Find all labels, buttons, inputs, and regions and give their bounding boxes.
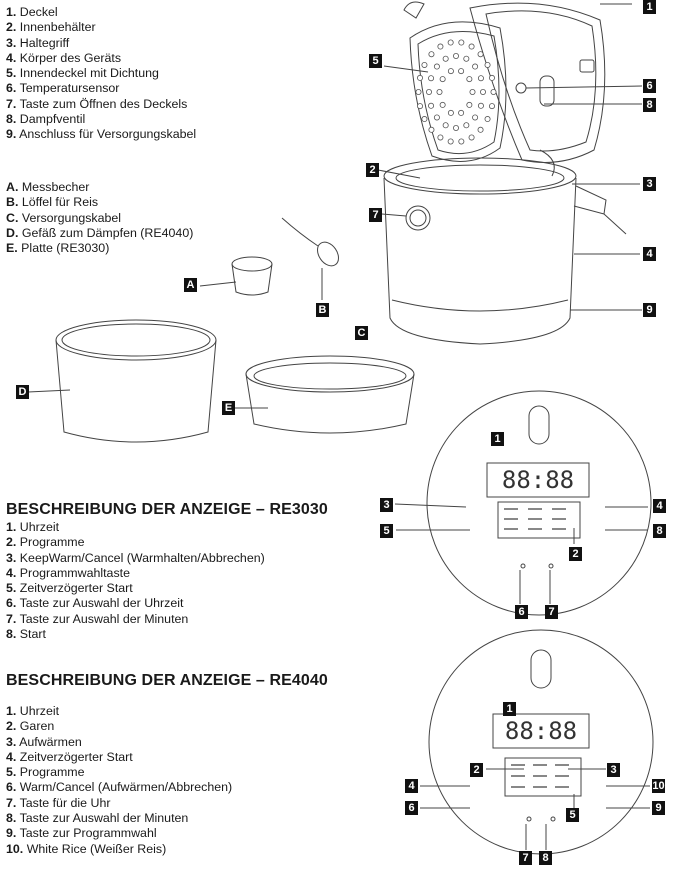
re3030-list-item: 2. Programme [6, 535, 85, 550]
program-label-mark [555, 786, 569, 788]
parts-list-item: 5. Innendeckel mit Dichtung [6, 66, 159, 81]
spoon-bowl [313, 238, 343, 270]
lid-hole [459, 139, 464, 144]
parts-list-item: 8. Dampfventil [6, 112, 86, 127]
callout-tag: B [316, 303, 329, 317]
panel-re3030-minute-button [549, 564, 553, 568]
lid-hole [464, 123, 469, 128]
lid-hole [478, 76, 483, 81]
lid-clip [580, 60, 594, 72]
lid-hole [438, 135, 443, 140]
callout-tag: 5 [566, 808, 579, 822]
steam-valve [516, 83, 526, 93]
lid-hole [480, 89, 485, 94]
callout-tag: 7 [369, 208, 382, 222]
lid-hole [453, 125, 458, 130]
callout-tag: 5 [380, 524, 393, 538]
cooker-rim [384, 158, 576, 194]
callout-tag: 8 [653, 524, 666, 538]
steamer-inner-rim [62, 324, 210, 356]
lid-hole [417, 75, 422, 80]
program-label-mark [504, 528, 518, 530]
re4040-list-item: 5. Programme [6, 765, 85, 780]
re4040-list-item: 2. Garen [6, 719, 55, 734]
program-label-mark [504, 508, 518, 510]
program-label-mark [552, 518, 566, 520]
lid-hole [478, 127, 483, 132]
panel-re3030-slot [529, 406, 549, 444]
program-label-mark [552, 528, 566, 530]
callout-tag: 1 [503, 702, 516, 716]
program-label-mark [555, 764, 569, 766]
lid-hole [485, 116, 490, 121]
lid-hole [429, 127, 434, 132]
program-label-mark [552, 508, 566, 510]
inner-pot-rim [396, 165, 564, 191]
callout-tag: 4 [653, 499, 666, 513]
lid-hole [472, 115, 477, 120]
re4040-list-item: 6. Warm/Cancel (Aufwärmen/Abbrechen) [6, 780, 233, 795]
re4040-list-item: 9. Taste zur Programmwahl [6, 826, 157, 841]
callout-tag: 9 [643, 303, 656, 317]
callout-tag: 3 [643, 177, 656, 191]
callout-tag: D [16, 385, 29, 399]
callout-tag: 8 [539, 851, 552, 865]
panel-re3030-lcd-digits: 88:88 [501, 466, 575, 494]
callout-tag: 5 [369, 54, 382, 68]
callout-tag: 4 [405, 779, 418, 793]
re4040-list-item: 1. Uhrzeit [6, 704, 60, 718]
parts-list-item: 9. Anschluss für Versorgungskabel [6, 127, 197, 142]
program-label-mark [533, 775, 547, 777]
callout-tag: E [222, 401, 235, 415]
lid-hole [438, 44, 443, 49]
lid-hole [417, 103, 422, 108]
re3030-list-item: 7. Taste zur Auswahl der Minuten [6, 611, 189, 626]
callout-tag: 3 [380, 498, 393, 512]
callout-tag: 1 [491, 432, 504, 446]
lid-release-button-inner [410, 210, 426, 226]
parts-list-item: 1. Deckel [6, 5, 58, 19]
callout-tag: 2 [569, 547, 582, 561]
lid-hole [440, 76, 445, 81]
lid-hole [434, 64, 439, 69]
callout-tag: 2 [470, 763, 483, 777]
lid-hole [458, 110, 463, 115]
callout-tag: 2 [366, 163, 379, 177]
re3030-list-item: 3. KeepWarm/Cancel (Warmhalten/Abbrechen) [6, 550, 265, 565]
plate-rim [246, 356, 414, 392]
re4040-display-list [6, 704, 232, 857]
re3030-list-item: 5. Zeitverzögerter Start [6, 581, 133, 596]
program-label-mark [528, 508, 542, 510]
lid-hole [422, 116, 427, 121]
callout-tag: 3 [607, 763, 620, 777]
program-label-mark [528, 528, 542, 530]
lid-hole [469, 135, 474, 140]
outer-lid-shape [470, 3, 605, 162]
panel-re4040-slot [531, 650, 551, 688]
accessories-list-item: C. Versorgungskabel [6, 210, 122, 225]
callout-tag: 6 [643, 79, 656, 93]
callout-tag: 10 [652, 780, 665, 792]
re4040-list-item: 4. Zeitverzögerter Start [6, 749, 133, 764]
program-label-mark [533, 786, 547, 788]
leader-line-D [28, 390, 70, 392]
plate-body [246, 374, 414, 433]
steamer-body [56, 340, 216, 442]
accessories-list-item: B. Löffel für Reis [6, 195, 99, 210]
lid-hole [429, 52, 434, 57]
lid-hole [458, 68, 463, 73]
lid-hole [448, 110, 453, 115]
panel-re4040-lcd-digits: 88:88 [504, 717, 578, 745]
carry-handle [574, 186, 606, 214]
measuring-cup-top [232, 257, 272, 271]
lid-hole [491, 89, 496, 94]
panel-re3030-hour-button [521, 564, 525, 568]
lid-hole [416, 89, 421, 94]
re3030-list-item: 4. Programmwahltaste [6, 565, 130, 580]
plate-inner-rim [254, 363, 406, 389]
cooker-body [384, 178, 576, 344]
accessories-list-item: A. Messbecher [6, 180, 90, 194]
leader-line-re3030-3 [395, 504, 466, 507]
lid-hole [459, 40, 464, 45]
lid-hole [470, 89, 475, 94]
lid-hole [464, 56, 469, 61]
lid-hole [489, 75, 494, 80]
program-label-mark [504, 518, 518, 520]
callout-tag: 6 [405, 801, 418, 815]
re3030-display-list [6, 520, 265, 642]
lid-hole [426, 89, 431, 94]
parts-list [6, 5, 196, 143]
lid-hole [443, 123, 448, 128]
lid-hole [467, 76, 472, 81]
leader-line-5 [384, 66, 428, 72]
lid-hole [443, 56, 448, 61]
parts-list-item: 2. Innenbehälter [6, 20, 96, 35]
temperature-sensor [540, 76, 554, 106]
callout-tag: 7 [519, 851, 532, 865]
leader-line-6 [526, 86, 642, 88]
parts-list-item: 3. Haltegriff [6, 35, 70, 50]
re4040-list-item: 8. Taste zur Auswahl der Minuten [6, 811, 189, 826]
lid-hole [434, 115, 439, 120]
heading-re4040: BESCHREIBUNG DER ANZEIGE – RE4040 [6, 672, 328, 689]
outer-lid-inner-ring [486, 11, 596, 151]
panel-re3030-outline [427, 391, 651, 615]
callout-tag: C [355, 326, 368, 340]
parts-list-item: 4. Körper des Geräts [6, 50, 122, 65]
program-label-mark [511, 764, 525, 766]
callout-tag: 6 [515, 605, 528, 619]
callout-tag: 9 [652, 801, 665, 815]
lid-hole [489, 103, 494, 108]
program-label-mark [555, 775, 569, 777]
re3030-list-item: 1. Uhrzeit [6, 520, 60, 534]
panel-program-labels [504, 508, 569, 788]
spoon-handle [282, 218, 318, 246]
steamer-rim [56, 320, 216, 360]
lid-hole [448, 68, 453, 73]
leader-line-A [200, 282, 236, 286]
lid-hole [448, 139, 453, 144]
lid-hole [469, 44, 474, 49]
re3030-list-item: 6. Taste zur Auswahl der Uhrzeit [6, 596, 184, 611]
lid-hole [448, 40, 453, 45]
accessories-list [6, 180, 193, 256]
re4040-list-item: 10. White Rice (Weißer Reis) [6, 841, 167, 856]
lid-hole [422, 62, 427, 67]
lid-hole [478, 52, 483, 57]
program-label-mark [511, 775, 525, 777]
accessories-list-item: D. Gefäß zum Dämpfen (RE4040) [6, 225, 194, 240]
lid-hole [472, 64, 477, 69]
accessories-list-item: E. Platte (RE3030) [6, 241, 110, 256]
callout-tag: 7 [545, 605, 558, 619]
cooker-base-line [392, 300, 568, 311]
lid-hole [485, 62, 490, 67]
lid-hole [440, 102, 445, 107]
program-label-mark [528, 518, 542, 520]
lid-hole [453, 53, 458, 58]
lid-hole [437, 89, 442, 94]
callout-tag: 1 [643, 0, 656, 14]
lid-hole [428, 76, 433, 81]
callout-tag: 4 [643, 247, 656, 261]
program-label-mark [533, 764, 547, 766]
re4040-list-item: 3. Aufwärmen [6, 734, 82, 749]
re4040-list-item: 7. Taste für die Uhr [6, 795, 111, 810]
panel-re4040-clock-button [527, 817, 531, 821]
parts-list-item: 7. Taste zum Öffnen des Deckels [6, 96, 188, 111]
parts-list-item: 6. Temperatursensor [6, 81, 120, 96]
lid-hole [478, 103, 483, 108]
callout-tag: 8 [643, 98, 656, 112]
program-label-mark [511, 786, 525, 788]
lid-hole [428, 103, 433, 108]
heading-re3030: BESCHREIBUNG DER ANZEIGE – RE3030 [6, 501, 328, 518]
panel-re4040-minute-button [551, 817, 555, 821]
lid-handle [404, 2, 424, 18]
lid-hole [467, 102, 472, 107]
callout-tag: A [184, 278, 197, 292]
re3030-list-item: 8. Start [6, 627, 46, 642]
handle-tail [604, 214, 626, 234]
